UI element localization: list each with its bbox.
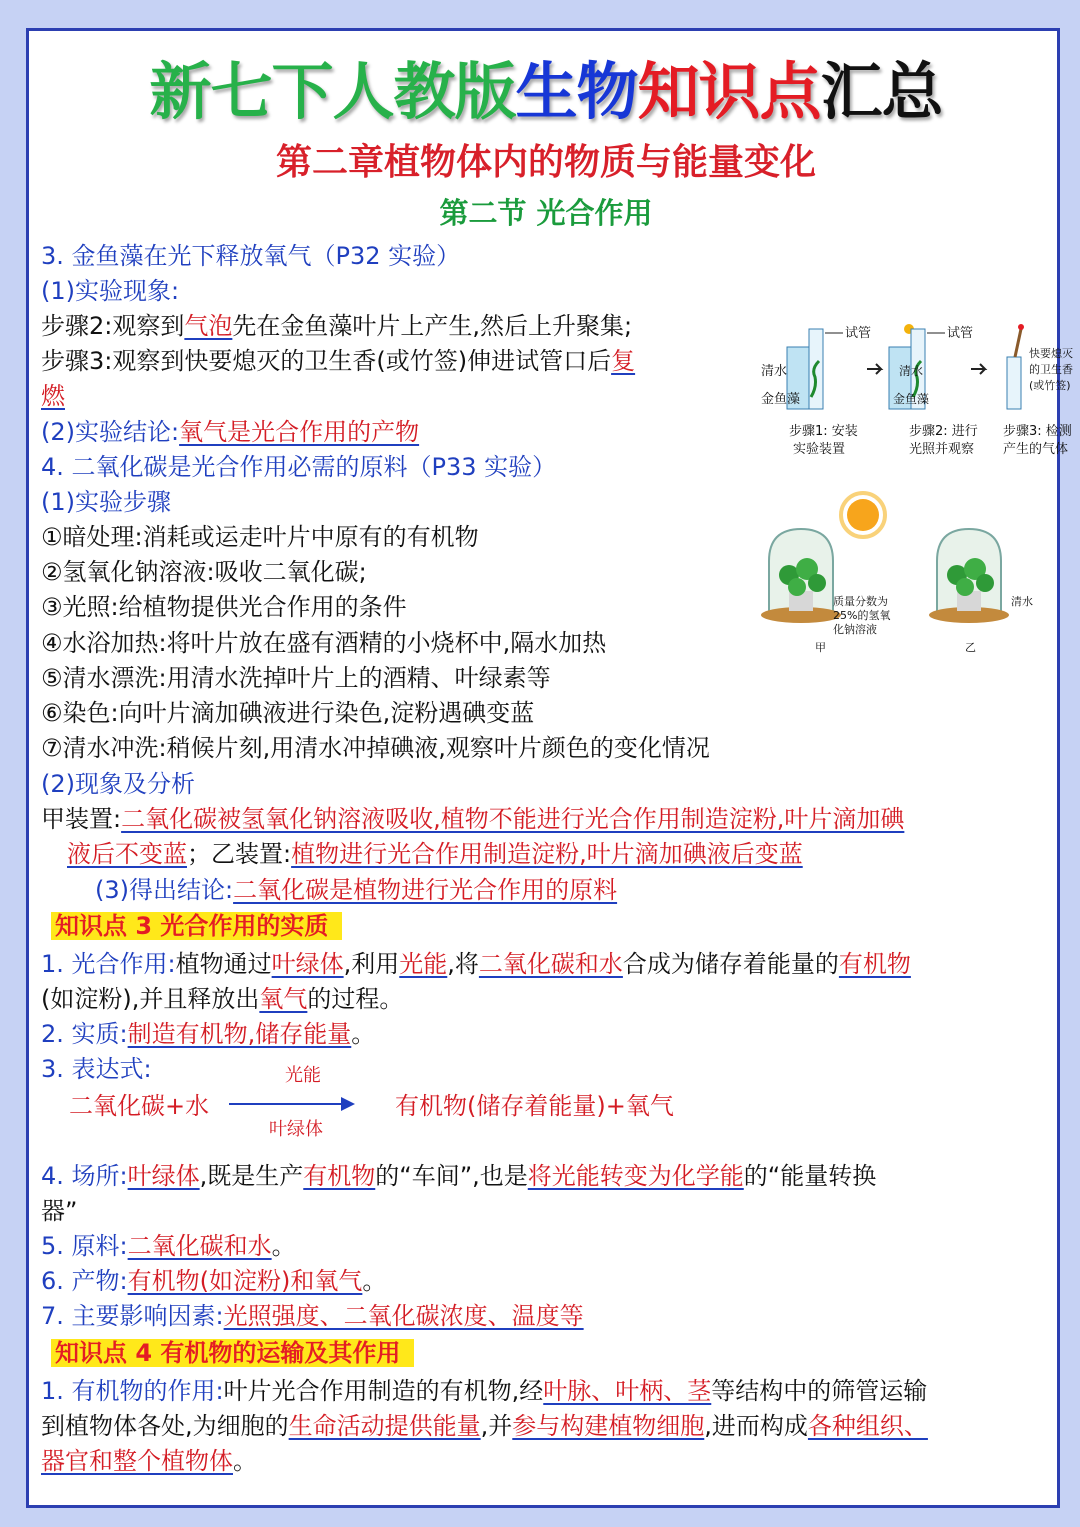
svg-text:化钠溶液: 化钠溶液	[833, 623, 877, 636]
kp3-item5: 5. 原料:二氧化碳和水。	[41, 1232, 296, 1260]
svg-text:产生的气体: 产生的气体	[1003, 442, 1069, 457]
kp4-item1: 1. 有机物的作用:叶片光合作用制造的有机物,经叶脉、叶柄、茎等结构中的筛管运输	[41, 1377, 928, 1405]
exp4-sub2: (2)现象及分析	[41, 770, 195, 798]
equation-products: 有机物(储存着能量)+氧气	[395, 1092, 674, 1120]
exp4-step-6: ⑥染色:向叶片滴加碘液进行染色,淀粉遇碘变蓝	[41, 699, 535, 727]
equation-arrow	[229, 1103, 353, 1105]
svg-text:的卫生香: 的卫生香	[1029, 363, 1073, 376]
exp4-step-2: ②氢氧化钠溶液:吸收二氧化碳;	[41, 558, 367, 586]
svg-text:甲: 甲	[815, 641, 826, 654]
kp4-item1-line3: 器官和整个植物体。	[41, 1447, 257, 1475]
carbon-dioxide-experiment-figure	[759, 491, 1049, 654]
equation-reactants: 二氧化碳+水	[69, 1092, 210, 1120]
exp3-conclusion: (2)实验结论:氧气是光合作用的产物	[41, 418, 420, 446]
exp3-step2: 步骤2:观察到气泡先在金鱼藻叶片上产生,然后上升聚集;	[41, 312, 633, 340]
svg-text:清水: 清水	[761, 364, 788, 379]
kp4-item1-line2: 到植物体各处,为细胞的生命活动提供能量,并参与构建植物细胞,进而构成各种组织、	[41, 1412, 928, 1440]
svg-text:步骤3: 检测: 步骤3: 检测	[1003, 424, 1072, 439]
exp4-step-5: ⑤清水漂洗:用清水洗掉叶片上的酒精、叶绿素等	[41, 664, 551, 692]
exp4-step-4: ④水浴加热:将叶片放在盛有酒精的小烧杯中,隔水加热	[41, 629, 607, 657]
svg-text:清水: 清水	[1011, 595, 1033, 608]
kp3-item3: 3. 表达式:	[41, 1055, 152, 1083]
kp3-item6: 6. 产物:有机物(如淀粉)和氧气。	[41, 1267, 387, 1295]
exp4-jia-yi: 液后不变蓝；乙装置:植物进行光合作用制造淀粉,叶片滴加碘液后变蓝	[67, 840, 803, 868]
exp3-heading: 3. 金鱼藻在光下释放氧气（P32 实验）	[41, 242, 461, 270]
kp3-title: 知识点 3 光合作用的实质	[51, 909, 342, 943]
svg-text:快要熄灭: 快要熄灭	[1029, 347, 1073, 360]
svg-text:实验装置: 实验装置	[793, 442, 846, 457]
kp3-item4: 4. 场所:叶绿体,既是生产有机物的“车间”,也是将光能转变为化学能的“能量转换	[41, 1162, 877, 1190]
svg-text:清水: 清水	[899, 364, 924, 378]
document-sheet	[26, 28, 1073, 1508]
exp4-step-1: ①暗处理:消耗或运走叶片中原有的有机物	[41, 523, 479, 551]
section-title: 第二节 光合作用	[439, 196, 653, 230]
svg-text:金鱼藻: 金鱼藻	[893, 392, 930, 406]
kp4-title: 知识点 4 有机物的运输及其作用	[51, 1336, 414, 1370]
exp4-heading: 4. 二氧化碳是光合作用必需的原料（P33 实验）	[41, 453, 557, 481]
kp3-item1: 1. 光合作用:植物通过叶绿体,利用光能,将二氧化碳和水合成为储存着能量的有机物	[41, 950, 911, 978]
svg-text:乙: 乙	[965, 641, 976, 654]
svg-text:金鱼藻: 金鱼藻	[761, 392, 801, 407]
exp4-conclusion: (3)得出结论:二氧化碳是植物进行光合作用的原料	[95, 876, 618, 904]
svg-text:(或竹签): (或竹签)	[1029, 379, 1071, 392]
svg-text:步骤1: 安装: 步骤1: 安装	[789, 424, 858, 439]
kp3-item7: 7. 主要影响因素:光照强度、二氧化碳浓度、温度等	[41, 1302, 584, 1330]
exp3-step3: 步骤3:观察到快要熄灭的卫生香(或竹签)伸进试管口后复	[41, 347, 636, 375]
chapter-title: 第二章植物体内的物质与能量变化	[275, 142, 816, 183]
svg-text:试管: 试管	[845, 326, 872, 341]
page-title: 新七下人教版生物知识点汇总	[149, 55, 943, 128]
kp3-item1-cont: (如淀粉),并且释放出氧气的过程。	[41, 985, 404, 1013]
exp3-sub1: (1)实验现象:	[41, 277, 180, 305]
exp4-step-3: ③光照:给植物提供光合作用的条件	[41, 593, 407, 621]
svg-text:试管: 试管	[947, 326, 974, 341]
oxygen-experiment-figure	[759, 317, 1073, 467]
equation-condition-light: 光能	[285, 1065, 321, 1086]
svg-text:光照并观察: 光照并观察	[909, 442, 975, 457]
svg-text:25%的氢氧: 25%的氢氧	[833, 609, 891, 622]
exp3-step3-cont: 燃	[41, 382, 65, 410]
kp3-item2: 2. 实质:制造有机物,储存能量。	[41, 1020, 376, 1048]
kp3-item4-cont: 器”	[41, 1197, 78, 1225]
svg-text:质量分数为: 质量分数为	[833, 595, 888, 608]
exp4-sub1: (1)实验步骤	[41, 488, 171, 516]
exp4-jia: 甲装置:二氧化碳被氢氧化钠溶液吸收,植物不能进行光合作用制造淀粉,叶片滴加碘	[41, 805, 905, 833]
exp4-step-7: ⑦清水冲洗:稍候片刻,用清水冲掉碘液,观察叶片颜色的变化情况	[41, 734, 710, 762]
equation-arrowhead-icon	[341, 1097, 355, 1111]
svg-text:步骤2: 进行: 步骤2: 进行	[909, 424, 978, 439]
equation-condition-chloroplast: 叶绿体	[269, 1119, 323, 1140]
